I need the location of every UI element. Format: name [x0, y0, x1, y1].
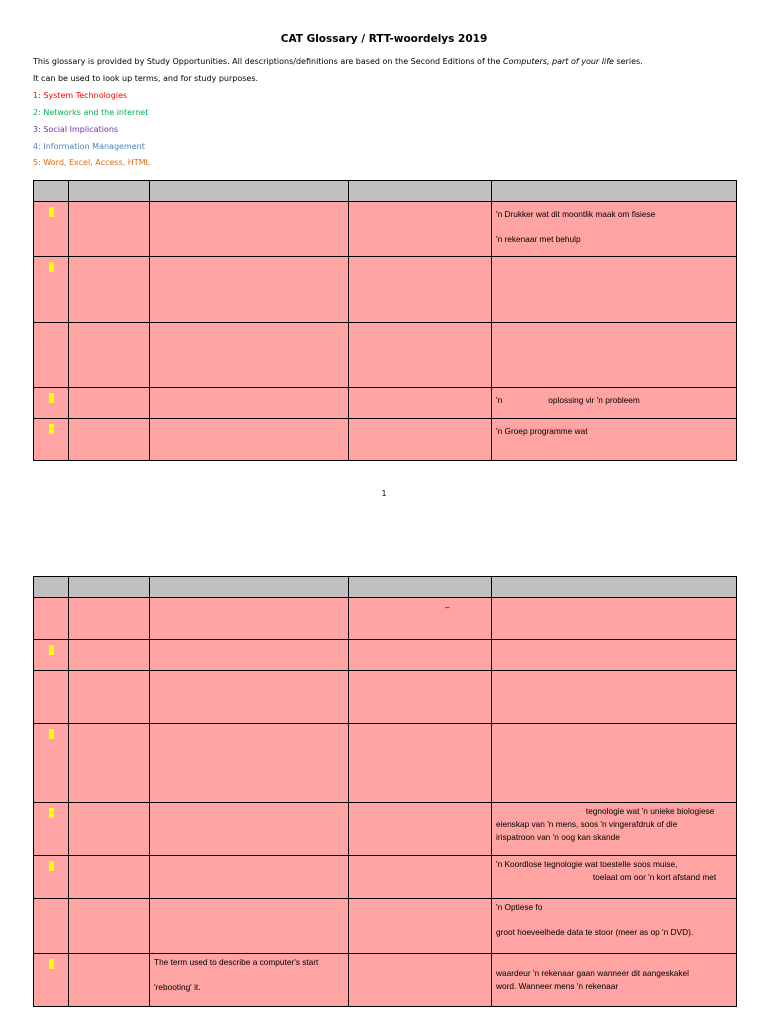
category-legend-1: 1: System Technologies: [33, 91, 128, 100]
afrikaans-term-cell: [349, 724, 492, 803]
category-marker: [49, 959, 54, 969]
series-title: Computers, part of your life: [502, 57, 614, 66]
definition-line: irispatroon van 'n oog kan skande: [496, 832, 620, 842]
page-number: 1: [381, 489, 387, 498]
afrikaans-definition-cell: [492, 202, 737, 257]
table-row: [34, 856, 737, 899]
intro-text: This glossary is provided by Study Opportunities. All descriptions/definitions are based on the Second Editions of the: [33, 57, 503, 66]
category-cell: [34, 856, 69, 899]
afrikaans-definition-cell: [492, 419, 737, 461]
category-cell: [34, 899, 69, 954]
category-marker: [49, 729, 54, 739]
table-row: [34, 640, 737, 671]
english-cell: [150, 724, 349, 803]
table-row: [34, 202, 737, 257]
category-marker: [49, 645, 54, 655]
header-cell: [150, 181, 349, 202]
definition-line: eienskap van 'n mens, soos 'n vingerafdruk of die: [496, 819, 678, 829]
term-cell: [69, 899, 150, 954]
category-cell: [34, 954, 69, 1007]
category-legend-5: 5: Word, Excel, Access, HTML: [33, 158, 150, 167]
table-row: [34, 671, 737, 724]
english-cell: [150, 954, 349, 1007]
category-cell: [34, 419, 69, 461]
category-cell: [34, 257, 69, 323]
english-cell: [150, 856, 349, 899]
header-cell: [69, 577, 150, 598]
header-cell: [349, 577, 492, 598]
afrikaans-definition-cell: [492, 598, 737, 640]
header-cell: [349, 181, 492, 202]
afrikaans-definition-cell: [492, 899, 737, 954]
table-row: [34, 323, 737, 388]
definition-line: 'n Drukker wat dit moontlik maak om fisiese: [496, 209, 656, 219]
page-title: CAT Glossary / RTT-woordelys 2019: [280, 33, 488, 45]
afrikaans-definition-cell: [492, 323, 737, 388]
definition-line: waardeur 'n rekenaar gaan wanneer dit aangeskakel: [496, 968, 689, 978]
term-cell: [69, 257, 150, 323]
category-cell: [34, 803, 69, 856]
definition-line: tegnologie wat 'n unieke biologiese: [496, 806, 715, 816]
table-row: [34, 257, 737, 323]
afrikaans-definition-cell: [492, 640, 737, 671]
afrikaans-definition-cell: [492, 671, 737, 724]
english-cell: [150, 899, 349, 954]
afrikaans-term-cell: [349, 419, 492, 461]
table-row: [34, 388, 737, 419]
afrikaans-definition-cell: [492, 803, 737, 856]
afrikaans-term-cell: [349, 671, 492, 724]
intro-text-end: series.: [613, 57, 643, 66]
definition-line: 'n Groep programme wat: [496, 426, 588, 436]
table-row: [34, 899, 737, 954]
table-row: [34, 724, 737, 803]
header-cell: [34, 577, 69, 598]
english-cell: [150, 598, 349, 640]
definition-line: toelaat om oor 'n kort afstand met: [496, 872, 717, 882]
afrikaans-definition-cell: [492, 954, 737, 1007]
english-cell: [150, 419, 349, 461]
category-cell: [34, 598, 69, 640]
term-cell: [69, 954, 150, 1007]
header-cell: [34, 181, 69, 202]
definition-line: The term used to describe a computer's start: [154, 957, 319, 967]
term-cell: [69, 202, 150, 257]
afrikaans-term-cell: [349, 856, 492, 899]
afrikaans-definition-cell: [492, 856, 737, 899]
afrikaans-term-cell: [349, 803, 492, 856]
category-cell: [34, 671, 69, 724]
term-cell: [69, 724, 150, 803]
header-cell: [492, 577, 737, 598]
term-cell: [69, 598, 150, 640]
afrikaans-definition-cell: [492, 257, 737, 323]
afrikaans-term-cell: [349, 202, 492, 257]
term-cell: [69, 856, 150, 899]
intro-line-2: It can be used to look up terms, and for study purposes.: [33, 74, 259, 83]
category-cell: [34, 724, 69, 803]
definition-line: 'rebooting' it.: [154, 982, 201, 992]
table-row: [34, 803, 737, 856]
term-cell: [69, 323, 150, 388]
category-legend-2: 2: Networks and the internet: [33, 108, 149, 117]
term-cell: [69, 671, 150, 724]
afrikaans-term-cell: [349, 954, 492, 1007]
definition-line: 'n Optiese fo: [496, 902, 543, 912]
definition-line: 'n oplossing vir 'n probleem: [496, 395, 640, 405]
english-cell: [150, 202, 349, 257]
table-header-row: [34, 577, 737, 598]
english-cell: [150, 323, 349, 388]
term-cell: [69, 803, 150, 856]
category-cell: [34, 640, 69, 671]
afrikaans-term-cell: [349, 899, 492, 954]
afrikaans-term-cell: [349, 640, 492, 671]
table-row: [34, 419, 737, 461]
english-cell: [150, 671, 349, 724]
afrikaans-term-cell: [349, 323, 492, 388]
term-cell: [69, 640, 150, 671]
afrikaans-term-cell: [349, 598, 492, 640]
category-cell: [34, 388, 69, 419]
category-marker: [49, 424, 54, 434]
english-cell: [150, 388, 349, 419]
definition-line: 'n Koordlose tegnologie wat toestelle soos muise,: [496, 859, 678, 869]
category-cell: [34, 202, 69, 257]
intro-line-1: [33, 57, 643, 66]
english-cell: [150, 640, 349, 671]
category-marker: [49, 393, 54, 403]
afrikaans-definition-cell: [492, 388, 737, 419]
definition-line: 'n rekenaar met behulp: [496, 234, 581, 244]
category-marker: [49, 207, 54, 217]
english-cell: [150, 803, 349, 856]
english-cell: [150, 257, 349, 323]
table-header-row: [34, 181, 737, 202]
table-row: [34, 598, 737, 640]
afrikaans-term-cell: [349, 257, 492, 323]
term-cell: [69, 388, 150, 419]
category-legend-4: 4: Information Management: [33, 142, 145, 151]
category-legend-3: 3: Social Implications: [33, 125, 119, 134]
category-marker: [49, 808, 54, 818]
definition-line: groot hoeveelhede data te stoor (meer as op 'n DVD).: [496, 927, 694, 937]
afrikaans-definition-cell: [492, 724, 737, 803]
header-cell: [492, 181, 737, 202]
definition-line: word. Wanneer mens 'n rekenaar: [496, 981, 619, 991]
header-cell: [150, 577, 349, 598]
afrikaans-term-cell: [349, 388, 492, 419]
category-marker: [49, 861, 54, 871]
glossary-table-1: [33, 180, 737, 461]
dash-mark: –: [445, 602, 450, 612]
term-cell: [69, 419, 150, 461]
table-row: [34, 954, 737, 1007]
category-marker: [49, 262, 54, 272]
header-cell: [69, 181, 150, 202]
category-cell: [34, 323, 69, 388]
glossary-table-2: [33, 576, 737, 1007]
